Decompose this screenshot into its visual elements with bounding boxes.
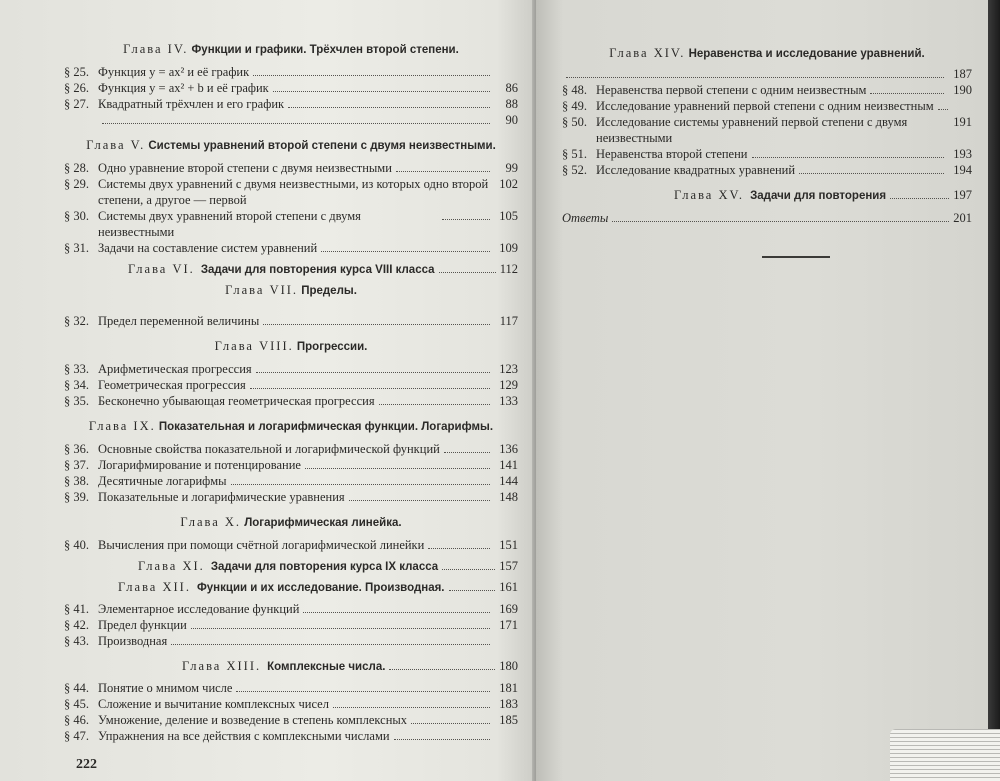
dot-leader bbox=[389, 669, 495, 670]
toc-entry-31: § 31. Задачи на составление систем уравнений 109 bbox=[64, 241, 518, 255]
dot-leader bbox=[305, 468, 490, 469]
chapter-heading-5: Глава V. Системы уравнений второй степени с двумя неизвестными. bbox=[86, 138, 496, 152]
dot-leader bbox=[938, 109, 948, 110]
dot-leader bbox=[171, 644, 490, 645]
chapter-heading-4: Глава IV. Функции и графики. Трёхчлен второй степени. bbox=[123, 42, 459, 56]
dot-leader bbox=[303, 612, 490, 613]
dot-leader bbox=[321, 251, 490, 252]
toc-entry-42: § 42. Предел функции 171 bbox=[64, 618, 518, 632]
toc-entry-46: § 46. Умножение, деление и возведение в степень комплексных 185 bbox=[64, 713, 518, 727]
end-rule bbox=[762, 256, 830, 258]
dot-leader bbox=[379, 404, 490, 405]
toc-entry-39: § 39. Показательные и логарифмические уравнения 148 bbox=[64, 490, 518, 504]
chapter-heading-8: Глава VIII. Прогрессии. bbox=[214, 339, 368, 353]
chapter-heading-11: Глава XI. Задачи для повторения курса IX класса 157 bbox=[138, 559, 518, 573]
dot-leader bbox=[333, 707, 490, 708]
dot-leader bbox=[263, 324, 490, 325]
right-page bbox=[536, 0, 988, 781]
chapter-heading-10: Глава X. Логарифмическая линейка. bbox=[180, 515, 402, 529]
chapter-heading-12: Глава XII. Функции и их исследование. Производная. 161 bbox=[118, 580, 518, 594]
chapter-heading-7: Глава VII. Пределы. bbox=[225, 283, 357, 297]
toc-entry-27: § 27. Квадратный трёхчлен и его график 88 bbox=[64, 97, 518, 111]
stacked-pages bbox=[890, 729, 1000, 781]
toc-entry-30: § 30. Системы двух уравнений второй степени с двумя неизвестными 105 bbox=[64, 209, 518, 239]
toc-entry-40: § 40. Вычисления при помощи счётной логарифмической линейки 151 bbox=[64, 538, 518, 552]
toc-entry-41: § 41. Элементарное исследование функций 169 bbox=[64, 602, 518, 616]
dot-leader bbox=[428, 548, 490, 549]
toc-entry-29: § 29. Системы двух уравнений с двумя неизвестными, из которых одно второй степени, а другое — первой 102 bbox=[64, 177, 518, 207]
toc-entry-44: § 44. Понятие о мнимом числе 181 bbox=[64, 681, 518, 695]
dot-leader bbox=[236, 691, 490, 692]
page-number: 222 bbox=[76, 757, 97, 772]
chapter-heading-9: Глава IX. Показательная и логарифмическая функции. Логарифмы. bbox=[88, 419, 494, 433]
toc-entry-25: § 25. Функция y = ax² и её график bbox=[64, 64, 518, 80]
dot-leader bbox=[890, 198, 949, 199]
toc-entry-35: § 35. Бесконечно убывающая геометрическая прогрессия 133 bbox=[64, 394, 518, 408]
toc-entry-51: § 51. Неравенства второй степени 193 bbox=[562, 147, 972, 161]
toc-entry-32: § 32. Предел переменной величины 117 bbox=[64, 314, 518, 328]
toc-entry-47: § 47. Упражнения на все действия с комплексными числами bbox=[64, 728, 518, 744]
dot-leader bbox=[449, 590, 496, 591]
toc-entry-48: § 48. Неравенства первой степени с одним неизвестным 190 bbox=[562, 83, 972, 97]
chapter-heading-13: Глава XIII. Комплексные числа. 180 bbox=[182, 659, 518, 673]
chapter-heading-6: Глава VI. Задачи для повторения курса VIII класса 112 bbox=[128, 262, 518, 276]
toc-entry-50: § 50. Исследование системы уравнений первой степени с двумя неизвестными 191 bbox=[562, 115, 972, 145]
dot-leader bbox=[442, 219, 490, 220]
dot-leader bbox=[394, 739, 490, 740]
dot-leader bbox=[256, 372, 490, 373]
toc-entry-38: § 38. Десятичные логарифмы 144 bbox=[64, 474, 518, 488]
toc-entry-37: § 37. Логарифмирование и потенцирование 141 bbox=[64, 458, 518, 472]
toc-page-continuation: 90 bbox=[64, 112, 518, 128]
dot-leader bbox=[253, 75, 490, 76]
dot-leader bbox=[439, 272, 496, 273]
dot-leader bbox=[612, 221, 949, 222]
dot-leader bbox=[566, 77, 944, 78]
dot-leader bbox=[799, 173, 944, 174]
toc-entry-36: § 36. Основные свойства показательной и логарифмической функций 136 bbox=[64, 442, 518, 456]
dot-leader bbox=[288, 107, 490, 108]
desk-edge bbox=[988, 0, 1000, 781]
dot-leader bbox=[273, 91, 490, 92]
toc-page-continuation: 187 bbox=[562, 66, 972, 82]
dot-leader bbox=[442, 569, 495, 570]
dot-leader bbox=[102, 123, 490, 124]
dot-leader bbox=[231, 484, 490, 485]
answers-entry: Ответы 201 bbox=[562, 211, 972, 225]
dot-leader bbox=[752, 157, 945, 158]
dot-leader bbox=[870, 93, 944, 94]
dot-leader bbox=[396, 171, 490, 172]
dot-leader bbox=[349, 500, 490, 501]
toc-entry-28: § 28. Одно уравнение второй степени с двумя неизвестными 99 bbox=[64, 161, 518, 175]
chapter-heading-15: Глава XV. Задачи для повторения 197 bbox=[674, 188, 972, 202]
dot-leader bbox=[444, 452, 490, 453]
toc-entry-34: § 34. Геометрическая прогрессия 129 bbox=[64, 378, 518, 392]
dot-leader bbox=[191, 628, 490, 629]
toc-entry-26: § 26. Функция y = ax² + b и её график 86 bbox=[64, 81, 518, 95]
dot-leader bbox=[250, 388, 490, 389]
toc-entry-52: § 52. Исследование квадратных уравнений 194 bbox=[562, 163, 972, 177]
chapter-heading-14: Глава XIV. Неравенства и исследование уравнений. bbox=[609, 46, 925, 60]
toc-entry-43: § 43. Производная bbox=[64, 633, 518, 649]
toc-entry-49: § 49. Исследование уравнений первой степени с одним неизвестным bbox=[562, 98, 972, 114]
toc-entry-33: § 33. Арифметическая прогрессия 123 bbox=[64, 362, 518, 376]
dot-leader bbox=[411, 723, 490, 724]
toc-entry-45: § 45. Сложение и вычитание комплексных чисел 183 bbox=[64, 697, 518, 711]
